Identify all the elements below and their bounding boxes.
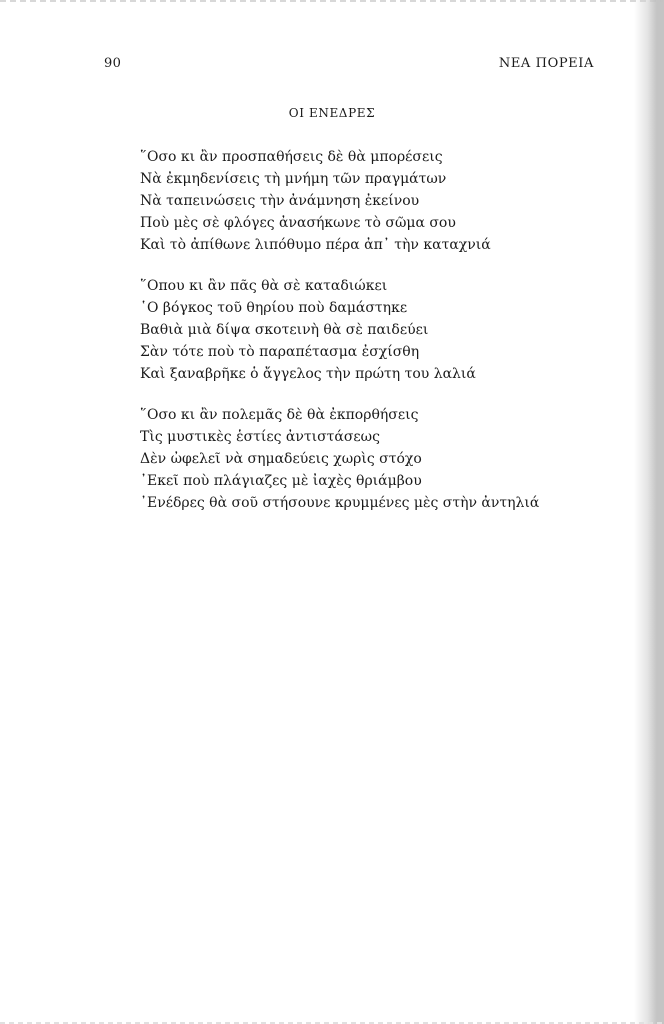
poem-line: Καὶ ξαναβρῆκε ὁ ἄγγελος τὴν πρώτη του λαλιά bbox=[140, 366, 476, 382]
scan-edge-top bbox=[0, 0, 664, 2]
scan-shadow-right bbox=[634, 0, 664, 1024]
poem-line: ῞Οσο κι ἂν προσπαθήσεις δὲ θὰ μπορέσεις bbox=[140, 149, 443, 165]
poem-title: ΟΙ ΕΝΕΔΡΕΣ bbox=[288, 106, 376, 120]
running-head: ΝΕΑ ΠΟΡΕΙΑ bbox=[498, 56, 594, 71]
poem-line: ῞Οπου κι ἂν πᾶς θὰ σὲ καταδιώκει bbox=[140, 278, 388, 294]
poem-line: ῞Οσο κι ἂν πολεμᾶς δὲ θὰ ἐκπορθήσεις bbox=[140, 407, 419, 423]
poem-line: Δὲν ὠφελεῖ νὰ σημαδεύεις χωρὶς στόχο bbox=[140, 451, 422, 467]
poem-line: Τὶς μυστικὲς ἑστίες ἀντιστάσεως bbox=[140, 429, 380, 445]
poem-line: ῾Ο βόγκος τοῦ θηρίου ποὺ δαμάστηκε bbox=[140, 300, 408, 316]
poem-line: Νὰ ταπεινώσεις τὴν ἀνάμνηση ἐκείνου bbox=[140, 193, 420, 209]
stanza-1 bbox=[140, 146, 620, 256]
poem-line: Βαθιὰ μιὰ δίψα σκοτεινὴ θὰ σὲ παιδεύει bbox=[140, 322, 429, 338]
poem-line: ᾽Ενέδρες θὰ σοῦ στήσουνε κρυμμένες μὲς στὴν ἀντηλιά bbox=[140, 495, 540, 511]
poem-line: Καὶ τὸ ἀπίθωνε λιπόθυμο πέρα ἀπ᾽ τὴν καταχνιά bbox=[140, 237, 491, 253]
poem-line: Σὰν τότε ποὺ τὸ παραπέτασμα ἐσχίσθη bbox=[140, 344, 420, 360]
page-number: 90 bbox=[104, 56, 122, 71]
stanza-3 bbox=[140, 404, 620, 514]
stanza-2 bbox=[140, 275, 620, 385]
poem-line: ᾽Εκεῖ ποὺ πλάγιαζες μὲ ἰαχὲς θριάμβου bbox=[140, 473, 422, 489]
poem-line: Ποὺ μὲς σὲ φλόγες ἀνασήκωνε τὸ σῶμα σου bbox=[140, 215, 456, 231]
poem-line: Νὰ ἐκμηδενίσεις τὴ μνήμη τῶν πραγμάτων bbox=[140, 171, 447, 187]
poem-body bbox=[140, 146, 620, 533]
